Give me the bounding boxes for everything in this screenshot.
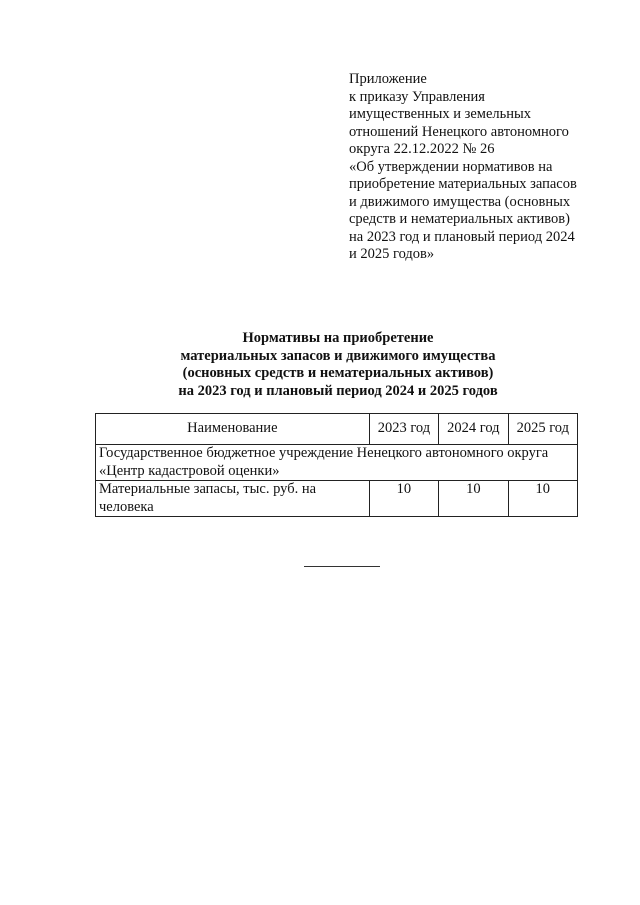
title-line: Нормативы на приобретение <box>242 330 434 346</box>
header-2023: 2023 год <box>369 414 438 445</box>
header-name: Наименование <box>96 414 370 445</box>
appendix-line: и 2025 годов» <box>349 246 435 262</box>
value-2024-cell: 10 <box>439 481 508 517</box>
title-line: материальных запасов и движимого имущества <box>180 347 496 364</box>
appendix-block <box>349 71 599 264</box>
title-line: на 2023 год и плановый период 2024 и 2025 годов <box>178 382 498 399</box>
item-name-cell: Материальные запасы, тыс. руб. на человека <box>96 481 370 517</box>
organization-cell: Государственное бюджетное учреждение Ненецкого автономного округа «Центр кадастровой оценки» <box>96 445 578 481</box>
appendix-line: «Об утверждении нормативов на <box>349 158 553 175</box>
title-line: (основных средств и нематериальных активов) <box>182 365 494 381</box>
appendix-line: приобретение материальных запасов <box>349 176 577 192</box>
appendix-line: округа 22.12.2022 № 26 <box>349 141 495 157</box>
document-title <box>90 330 586 400</box>
value-2023-cell: 10 <box>369 481 438 517</box>
header-2024: 2024 год <box>439 414 508 445</box>
appendix-line: к приказу Управления <box>349 88 485 105</box>
appendix-line: имущественных и земельных <box>349 106 532 122</box>
appendix-line: и движимого имущества (основных <box>349 193 571 210</box>
appendix-line: средств и нематериальных активов) <box>349 211 570 227</box>
appendix-line: отношений Ненецкого автономного <box>349 123 569 140</box>
organization-row <box>96 445 578 481</box>
header-2025: 2025 год <box>508 414 577 445</box>
appendix-line: на 2023 год и плановый период 2024 <box>349 228 575 245</box>
value-2025-cell: 10 <box>508 481 577 517</box>
appendix-line: Приложение <box>349 71 427 87</box>
table-row <box>96 481 578 517</box>
table-header-row <box>96 414 578 445</box>
norms-table <box>95 413 578 517</box>
end-divider <box>304 566 380 567</box>
